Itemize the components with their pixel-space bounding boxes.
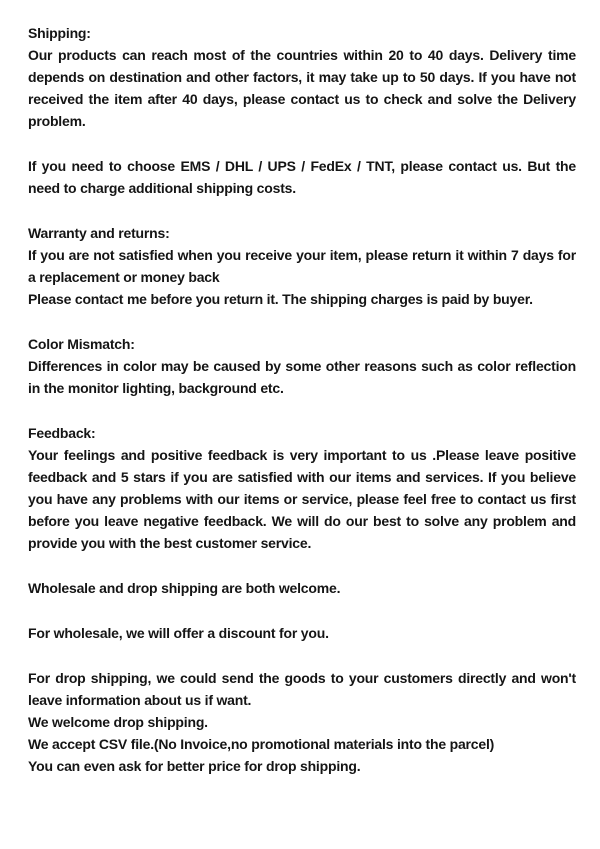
shipping-paragraph: Our products can reach most of the countries within 20 to 40 days. Delivery time depends on destination and other factors, it may take up to 50 days. If you have not received the item after 40 days, please contact us to check and solve the Delivery problem.: [28, 47, 576, 129]
drop-shipping-line-better-price: You can even ask for better price for drop shipping.: [28, 758, 361, 774]
section-shipping: [28, 22, 576, 132]
feedback-paragraph: Your feelings and positive feedback is very important to us .Please leave positive feedback and 5 stars if you are satisfied with our items and services. If you believe you have any problems with our items or service, please feel free to contact us first before you leave negative feedback. We will do our best to solve any problem and provide you with the best customer service.: [28, 447, 576, 551]
warranty-returns-paragraph-1: If you are not satisfied when you receive your item, please return it within 7 days for a replacement or money back: [28, 247, 576, 285]
wholesale-discount-paragraph: For wholesale, we will offer a discount for you.: [28, 625, 329, 641]
drop-shipping-paragraph: For drop shipping, we could send the goods to your customers directly and won't leave information about us if want.: [28, 670, 576, 708]
section-warranty-returns: [28, 222, 576, 310]
section-color-mismatch: [28, 333, 576, 399]
section-express-couriers: [28, 155, 576, 199]
section-drop-shipping: [28, 667, 576, 777]
drop-shipping-line-csv: We accept CSV file.(No Invoice,no promotional materials into the parcel): [28, 736, 495, 752]
color-mismatch-heading: Color Mismatch:: [28, 336, 135, 352]
section-wholesale-dropship-welcome: [28, 577, 576, 599]
wholesale-dropship-welcome-paragraph: Wholesale and drop shipping are both welcome.: [28, 580, 341, 596]
feedback-heading: Feedback:: [28, 425, 96, 441]
drop-shipping-line-welcome: We welcome drop shipping.: [28, 714, 208, 730]
warranty-returns-heading: Warranty and returns:: [28, 225, 170, 241]
express-couriers-paragraph: If you need to choose EMS / DHL / UPS / FedEx / TNT, please contact us. But the need to charge additional shipping costs.: [28, 158, 576, 196]
section-feedback: [28, 422, 576, 554]
color-mismatch-paragraph: Differences in color may be caused by some other reasons such as color reflection in the monitor lighting, background etc.: [28, 358, 576, 396]
section-wholesale-discount: [28, 622, 576, 644]
shipping-heading: Shipping:: [28, 25, 91, 41]
warranty-returns-paragraph-2: Please contact me before you return it. The shipping charges is paid by buyer.: [28, 291, 533, 307]
